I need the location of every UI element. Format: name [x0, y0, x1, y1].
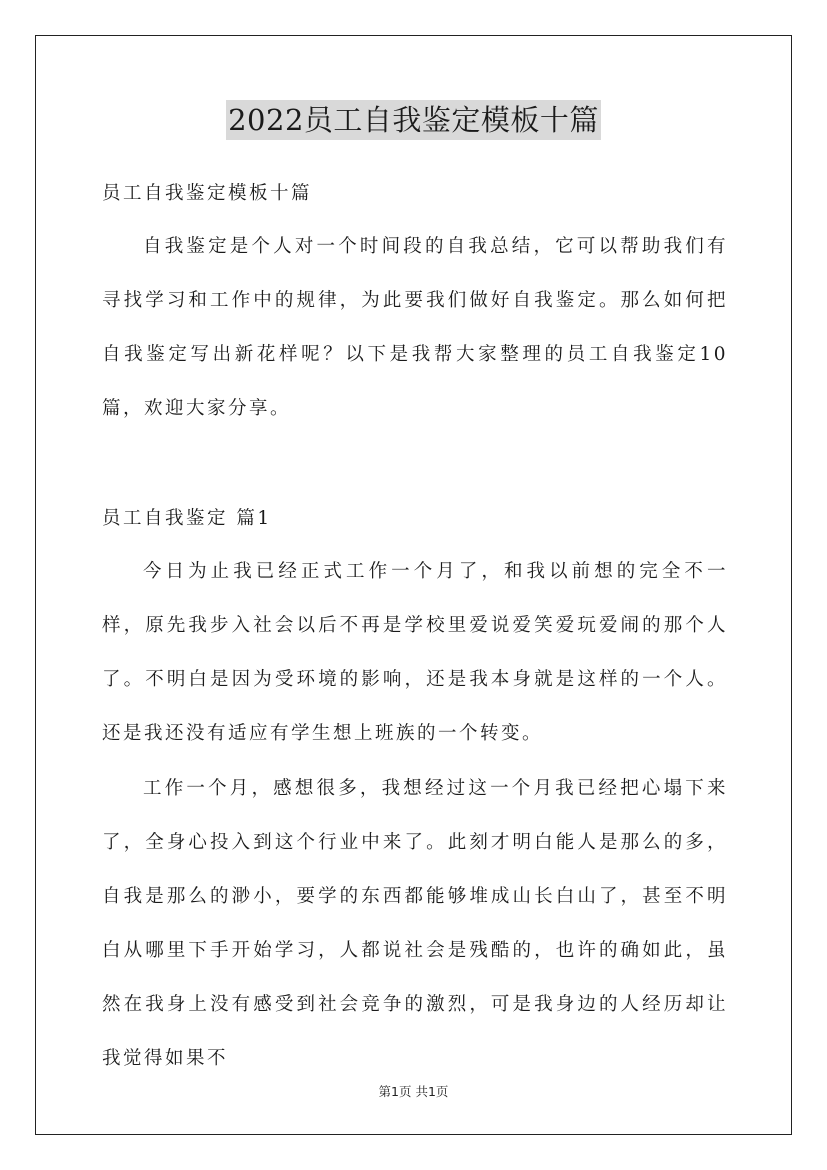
section-heading: 员工自我鉴定 篇1 [102, 508, 272, 529]
document-subtitle: 员工自我鉴定模板十篇 [102, 183, 313, 204]
page-footer [0, 1083, 827, 1101]
title-container [0, 100, 827, 140]
section-paragraph-1: 今日为止我已经正式工作一个月了，和我以前想的完全不一样，原先我步入社会以后不再是学校里爱说爱笑爱玩爱闹的那个人了。不明白是因为受环境的影响，还是我本身就是这样的一个人。还是我还没有适应有学生想上班族的一个转变。 [102, 561, 728, 744]
intro-paragraph: 自我鉴定是个人对一个时间段的自我总结，它可以帮助我们有寻找学习和工作中的规律，为此要我们做好自我鉴定。那么如何把自我鉴定写出新花样呢？以下是我帮大家整理的员工自我鉴定10篇，欢迎大家分享。 [102, 236, 728, 419]
section-paragraph-2: 工作一个月，感想很多，我想经过这一个月我已经把心塌下来了，全身心投入到这个行业中来了。此刻才明白能人是那么的多，自我是那么的渺小，要学的东西都能够堆成山长白山了，甚至不明白从哪里下手开始学习，人都说社会是残酷的，也许的确如此，虽然在我身上没有感受到社会竞争的激烈，可是我身边的人经历却让我觉得如果不 [102, 778, 728, 1069]
document-title: 2022员工自我鉴定模板十篇 [226, 100, 601, 140]
page-number: 第1页 共1页 [378, 1084, 449, 1099]
